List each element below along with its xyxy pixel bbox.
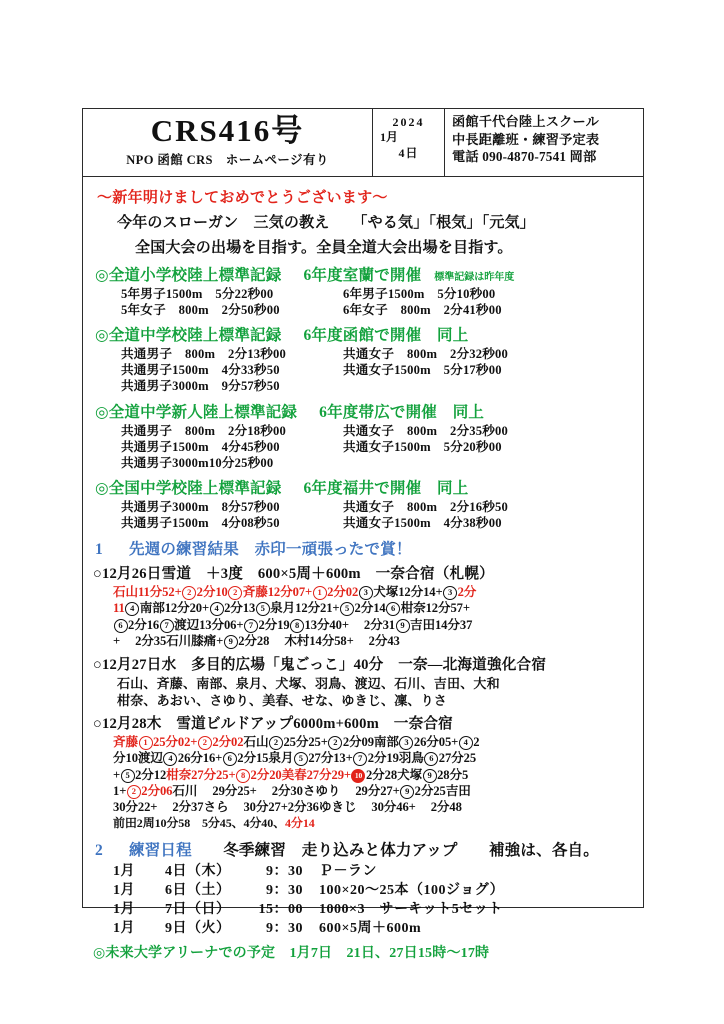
standard-rows bbox=[91, 423, 637, 471]
schedule-day: 4日（木） bbox=[165, 864, 231, 880]
newsletter-sheet bbox=[82, 108, 644, 962]
event-result-line: 11 4 南部12分20+ 4 2分13 5 泉月12分21+ 5 2分14 6 柑奈12分57+ bbox=[113, 601, 470, 616]
standard-cell-left: 5年女子 800m 2分50秒00 bbox=[121, 303, 280, 318]
standard-cell-left: 共通男子 800m 2分13秒00 bbox=[121, 347, 287, 362]
standard-cell-right: 共通女子1500m 4分38秒00 bbox=[343, 515, 502, 530]
standard-heading-row bbox=[95, 323, 637, 345]
event-result-line: 石山11分52+ 2 2分10 2 斉藤12分07+ 1 2分02 3 犬塚12分14+ 3 2分 bbox=[113, 585, 477, 600]
standard-cell-left: 共通男子3000m 8分57秒00 bbox=[121, 499, 280, 514]
event-heading-text: ○12月27日水 多目的広場「鬼ごっこ」40分 一奈―北海道強化合宿 bbox=[93, 656, 547, 673]
standards-section bbox=[91, 263, 637, 531]
masthead-date-cell bbox=[373, 109, 445, 176]
section2-number: 2 bbox=[95, 842, 103, 860]
masthead bbox=[83, 109, 643, 177]
standard-row bbox=[121, 439, 637, 455]
standard-heading: ◎全道中学新人陸上標準記録 bbox=[95, 403, 298, 421]
standard-row bbox=[121, 346, 637, 362]
org-name: 函館千代台陸上スクール bbox=[452, 114, 599, 129]
section1-title: 先週の練習結果 bbox=[129, 541, 239, 559]
standard-row bbox=[121, 378, 637, 394]
standard-block bbox=[91, 263, 637, 318]
standard-rows bbox=[91, 286, 637, 318]
standard-heading-row bbox=[95, 476, 637, 498]
schedule-month: 1月 bbox=[113, 921, 135, 937]
slogan-line-1: 今年のスローガン 三気の教え 「やる気」「根気」「元気」 bbox=[117, 215, 536, 231]
event-result-line: 前田2周10分58 5分45、4分40、4分14 bbox=[113, 815, 315, 830]
event-heading: ○12月28木 雪道ビルドアップ6000m+600m 一奈合宿 bbox=[93, 715, 453, 732]
event-result-line: 6 2分16 7 渡辺13分06+ 7 2分19 8 13分40+ 10 2分31 9 吉田14分37 bbox=[113, 617, 637, 633]
event-result-line: 1+ 2 2分06石川 10 29分25+ 11 2分30さゆり 10 29分27+ 9 2分25吉田 12 bbox=[113, 783, 637, 799]
standard-block bbox=[91, 323, 637, 394]
schedule-menu: 100×20～25本（100ジョグ） bbox=[319, 883, 505, 899]
org-department: 中長距離班・練習予定表 bbox=[452, 131, 600, 147]
standard-cell-left: 共通男子1500m 4分08秒50 bbox=[121, 515, 280, 530]
standard-heading-row bbox=[95, 263, 637, 285]
standard-cell-left: 共通男子3000m 9分57秒50 bbox=[121, 379, 280, 394]
standard-cell-right: 共通女子 800m 2分32秒00 bbox=[343, 347, 509, 362]
standard-note: 標準記録は昨年度 bbox=[434, 272, 515, 283]
newsletter-title: CRS416号 bbox=[150, 112, 305, 148]
schedule-month: 1月 bbox=[113, 902, 135, 918]
standard-cell-left: 共通男子1500m 4分33秒50 bbox=[121, 363, 280, 378]
standard-cell-left: 共通男子3000m10分25秒00 bbox=[121, 455, 274, 470]
slogan-line-2: 全国大会の出場を目指す。全員全道大会出場を目指す。 bbox=[135, 240, 513, 256]
standard-venue: 6年度函館で開催 同上 bbox=[303, 327, 469, 345]
standard-cell-left: 共通男子 800m 2分18秒00 bbox=[121, 423, 287, 438]
event-result-line: + 5 2分12柑奈27分25+ 8 2分20美春27分29+ 10 2分28犬塚 9 28分5 bbox=[113, 767, 469, 782]
standard-cell-right: 共通女子1500m 5分17秒00 bbox=[343, 363, 502, 378]
event-result-line: 斉藤 1 25分02+ 2 2分02石山 2 25分25+ 2 2分09南部 3 26分05+ 4 2 bbox=[113, 734, 480, 749]
standard-cell-left: 5年男子1500m 5分22秒00 bbox=[121, 287, 274, 301]
event-result-line: + 11 2分35石川膝痛+ 9 2分28 10 木村14分58+ 12 2分43 bbox=[113, 634, 400, 649]
schedule-day: 6日（土） bbox=[165, 883, 231, 899]
event-roster-line: 石山、斉藤、南部、泉月、犬塚、羽鳥、渡辺、石川、吉田、大和 bbox=[117, 675, 500, 691]
schedule-month: 1月 bbox=[113, 883, 135, 899]
standard-heading-row bbox=[95, 400, 637, 422]
standard-row bbox=[121, 362, 637, 378]
schedule-table bbox=[91, 862, 637, 938]
section2-title: 練習日程 bbox=[129, 842, 192, 860]
standard-cell-right: 6年男子1500m 5分10秒00 bbox=[343, 287, 496, 301]
standard-row bbox=[121, 499, 637, 515]
schedule-menu: 1000×3 サーキット5セット bbox=[319, 902, 503, 918]
standard-venue: 6年度福井で開催 同上 bbox=[303, 479, 469, 497]
standard-rows bbox=[91, 499, 637, 531]
standard-heading: ◎全道中学校陸上標準記録 bbox=[95, 327, 282, 345]
date-month: 1月 bbox=[380, 130, 399, 145]
standard-row bbox=[121, 286, 637, 302]
date-day: 4日 bbox=[398, 145, 419, 160]
org-phone: 電話 090-4870-7541 岡部 bbox=[452, 149, 597, 165]
schedule-row bbox=[113, 862, 637, 881]
event-result-line: 30分22+ 13 2分37さら 13 30分27+2分36ゆきじ 14 30分46+ 14 2分48 bbox=[113, 800, 462, 815]
event-roster-line: 柑奈、あおい、さゆり、美春、せな、ゆきじ、凜、りさ bbox=[117, 692, 448, 708]
practice-event bbox=[91, 653, 637, 709]
section1-subtitle: 赤印一頑張ったで賞！ bbox=[254, 541, 412, 559]
masthead-org-cell bbox=[445, 109, 643, 176]
schedule-time: 9：30 bbox=[266, 921, 303, 937]
practice-event bbox=[91, 712, 637, 831]
section1-heading bbox=[95, 537, 637, 559]
schedule-time: 9：30 bbox=[266, 883, 303, 899]
section2-subtitle: 冬季練習 走り込みと体力アップ 補強は、各自。 bbox=[223, 842, 599, 860]
schedule-day: 9日（火） bbox=[165, 921, 231, 937]
venue-footer-note: ◎未来大学アリーナでの予定 1月7日 21日、27日15時～17時 bbox=[93, 946, 490, 962]
practice-event bbox=[91, 562, 637, 649]
schedule-row bbox=[113, 881, 637, 900]
standard-heading: ◎全道小学校陸上標準記録 bbox=[95, 267, 282, 284]
standard-cell-right: 共通女子1500m 5分20秒00 bbox=[343, 439, 502, 454]
section2-heading bbox=[95, 838, 637, 860]
schedule-menu: 600×5周＋600m bbox=[319, 921, 422, 937]
schedule-time: 15：00 bbox=[258, 902, 303, 918]
event-heading: ○12月26日雪道 ＋3度 600×5周＋600m 一奈合宿（札幌） bbox=[93, 566, 494, 583]
schedule-row bbox=[113, 900, 637, 919]
standard-cell-left: 共通男子1500m 4分45秒00 bbox=[121, 439, 280, 454]
schedule-month: 1月 bbox=[113, 864, 135, 880]
schedule-row bbox=[113, 919, 637, 938]
schedule-menu: Ｐ－ラン bbox=[319, 864, 377, 880]
masthead-title-cell bbox=[83, 109, 373, 176]
newsletter-body bbox=[83, 177, 643, 962]
schedule-time: 9：30 bbox=[266, 864, 303, 880]
standard-cell-right: 6年女子 800m 2分41秒00 bbox=[343, 303, 502, 318]
standard-block bbox=[91, 476, 637, 531]
new-year-greeting: ～新年明けましておめでとうございます～ bbox=[97, 190, 388, 206]
standard-row bbox=[121, 455, 637, 471]
standard-cell-right: 共通女子 800m 2分16秒50 bbox=[343, 499, 509, 514]
standard-venue: 6年度室蘭で開催 bbox=[303, 267, 422, 284]
standard-cell-right: 共通女子 800m 2分35秒00 bbox=[343, 423, 509, 438]
standard-row bbox=[121, 423, 637, 439]
event-result-line: 分10渡辺 4 26分16+ 6 2分15泉月 5 27分13+ 7 2分19羽鳥 6 27分25 bbox=[113, 751, 477, 766]
standard-row bbox=[121, 302, 637, 318]
standard-row bbox=[121, 515, 637, 531]
newsletter-subtitle: NPO 函館 CRS ホームページ有り bbox=[126, 153, 329, 168]
standard-heading: ◎全国中学校陸上標準記録 bbox=[95, 479, 282, 497]
event-heading bbox=[93, 653, 637, 674]
section1-number: 1 bbox=[95, 541, 103, 559]
standard-venue: 6年度帯広で開催 同上 bbox=[319, 403, 485, 421]
standard-block bbox=[91, 400, 637, 471]
date-year: 2024 bbox=[392, 115, 425, 129]
schedule-day: 7日（日） bbox=[165, 902, 231, 918]
standard-rows bbox=[91, 346, 637, 394]
